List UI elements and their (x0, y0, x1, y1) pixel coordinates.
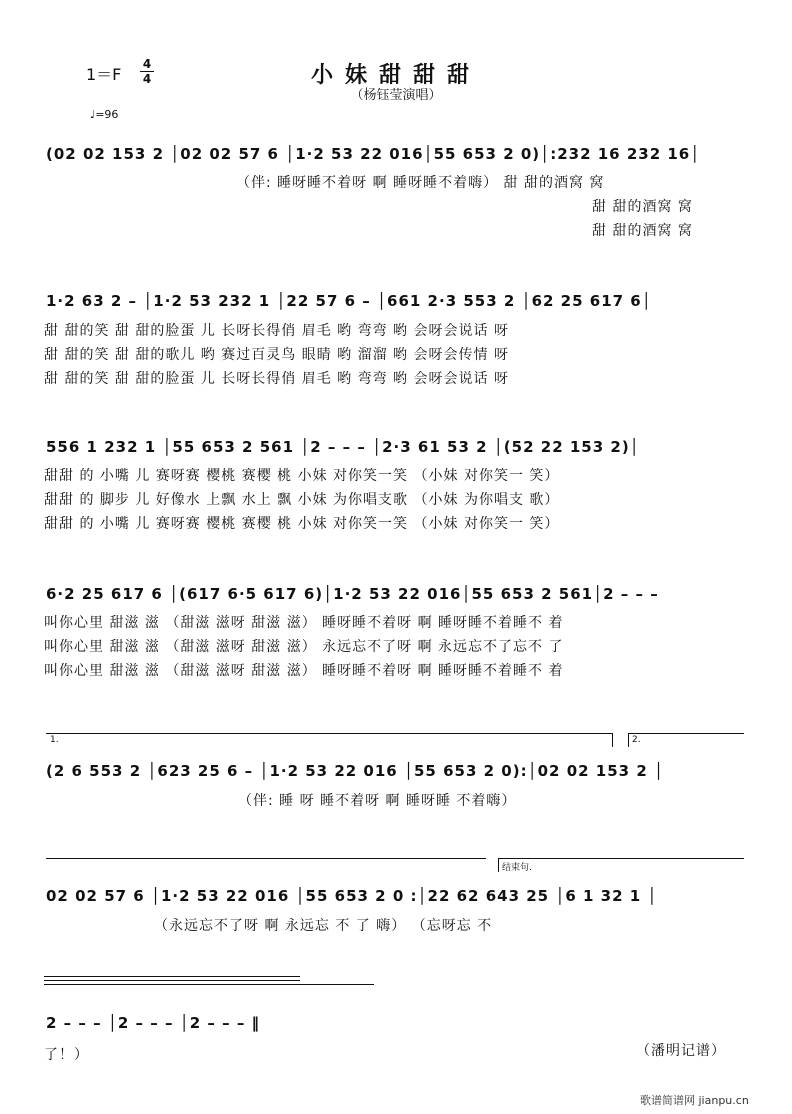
lyric-row-4-line-3: 叫你心里 甜滋 滋 （甜滋 滋呀 甜滋 滋） 睡呀睡不着呀 啊 睡呀睡不着睡不 着 (44, 663, 564, 679)
notes-row-5: (2 6 553 2 │623 25 6 – │1·2 53 22 016 │55 653 2 0):│02 02 153 2 │ (46, 762, 665, 780)
volta-1-bracket (46, 733, 612, 734)
lyric-row-3-line-1: 甜甜 的 小嘴 儿 赛呀赛 樱桃 赛樱 桃 小妹 对你笑一笑 （小妹 对你笑一 笑） (44, 468, 560, 484)
volta-1-label: 1. (50, 735, 59, 745)
lyric-row-4-line-1: 叫你心里 甜滋 滋 （甜滋 滋呀 甜滋 滋） 睡呀睡不着呀 啊 睡呀睡不着睡不 着 (44, 615, 564, 631)
row-7-top-line-1 (44, 976, 300, 977)
volta-2-start (628, 733, 629, 747)
lyric-row-2-line-2: 甜 甜的笑 甜 甜的歌儿 哟 赛过百灵鸟 眼睛 哟 溜溜 哟 会呀会传情 呀 (44, 347, 509, 363)
lyric-row-7-line-1: 了！） (44, 1047, 89, 1063)
notes-row-6: 02 02 57 6 │1·2 53 22 016 │55 653 2 0 :│22 62 643 25 │6 1 32 1 │ (46, 887, 658, 905)
lyric-row-3-line-3: 甜甜 的 小嘴 儿 赛呀赛 樱桃 赛樱 桃 小妹 对你笑一笑 （小妹 对你笑一 笑） (44, 516, 560, 532)
notes-row-4: 6·2 25 617 6 │(617 6·5 617 6)│1·2 53 22 016│55 653 2 561│2 – – – (46, 585, 659, 603)
lyric-row-1-line-3: 甜 甜的酒窝 窝 (592, 223, 693, 239)
ending-bracket-start (498, 858, 499, 872)
lyric-row-1-line-1: （伴: 睡呀睡不着呀 啊 睡呀睡不着嗨） 甜 甜的酒窝 窝 (236, 175, 605, 191)
volta-1-end (612, 733, 613, 747)
transcriber-credit: （潘明记谱） (636, 1043, 726, 1059)
notes-row-7: 2 – – – │2 – – – │2 – – – ‖ (46, 1014, 261, 1032)
lyric-row-3-line-2: 甜甜 的 脚步 儿 好像水 上飘 水上 飘 小妹 为你唱支歌 （小妹 为你唱支 歌） (44, 492, 560, 508)
row-6-top-line (46, 858, 486, 859)
key-signature: 1＝F (86, 65, 122, 84)
notes-row-1: (02 02 153 2 │02 02 57 6 │1·2 53 22 016│55 653 2 0)│:232 16 232 16│ (46, 145, 701, 163)
row-7-top-line-3 (44, 984, 374, 985)
lyric-row-2-line-3: 甜 甜的笑 甜 甜的脸蛋 儿 长呀长得俏 眉毛 哟 弯弯 哟 会呀会说话 呀 (44, 371, 509, 387)
ending-label: 结束句. (502, 863, 532, 873)
time-top: 4 (142, 57, 152, 71)
row-7-top-line-2 (44, 980, 300, 981)
ending-bracket (498, 858, 744, 859)
site-watermark: 歌谱简谱网 jianpu.cn (640, 1094, 749, 1107)
lyric-row-2-line-1: 甜 甜的笑 甜 甜的脸蛋 儿 长呀长得俏 眉毛 哟 弯弯 哟 会呀会说话 呀 (44, 323, 509, 339)
volta-2-label: 2. (632, 735, 641, 745)
song-title: 小妹甜甜甜 (310, 63, 481, 88)
lyric-row-1-line-2: 甜 甜的酒窝 窝 (592, 199, 693, 215)
volta-2-bracket (628, 733, 744, 734)
lyric-row-5-line-1: （伴: 睡 呀 睡不着呀 啊 睡呀睡 不着嗨） (238, 793, 517, 809)
lyric-row-6-line-1: （永远忘不了呀 啊 永远忘 不 了 嗨） （忘呀忘 不 (154, 918, 493, 934)
time-bottom: 4 (142, 72, 152, 86)
notes-row-3: 556 1 232 1 │55 653 2 561 │2 – – – │2·3 61 53 2 │(52 22 153 2)│ (46, 438, 640, 456)
lyric-row-4-line-2: 叫你心里 甜滋 滋 （甜滋 滋呀 甜滋 滋） 永远忘不了呀 啊 永远忘不了忘不 了 (44, 639, 564, 655)
tempo-marking: ♩=96 (90, 108, 119, 121)
singer-credit: （杨钰莹演唱） (350, 88, 442, 103)
notes-row-2: 1·2 63 2 – │1·2 53 232 1 │22 57 6 – │661 2·3 553 2 │62 25 617 6│ (46, 292, 652, 310)
